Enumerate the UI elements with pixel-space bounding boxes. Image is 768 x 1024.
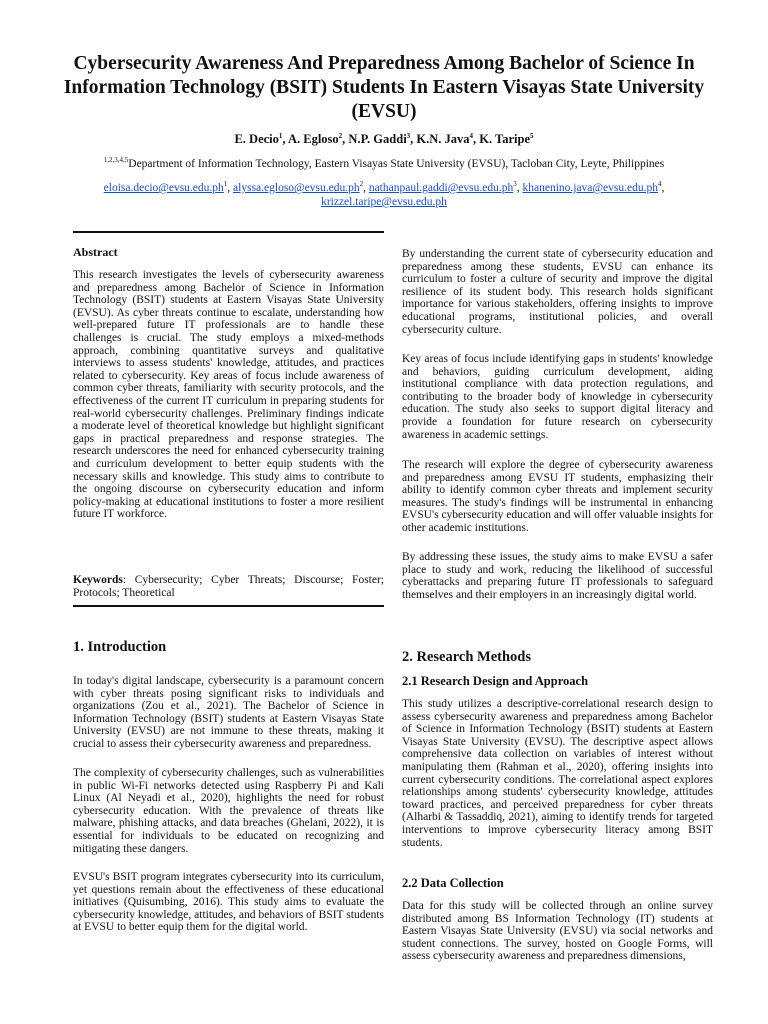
email-sup: 2	[359, 180, 364, 189]
paper-title: Cybersecurity Awareness And Preparedness Among Bachelor of Science In Information Technology (BSIT) Students In Eastern Visayas State University (EVSU)	[63, 53, 705, 122]
email-link[interactable]: alyssa.egloso@evsu.edu.ph	[233, 182, 360, 194]
author-sup: 1	[278, 131, 283, 140]
keywords	[73, 574, 384, 599]
subsection-heading-design: 2.1 Research Design and Approach	[402, 674, 589, 688]
author-name: N.P. Gaddi	[348, 132, 407, 146]
keywords-text: : Cybersecurity; Cyber Threats; Discourse; Foster; Protocols; Theoretical	[73, 574, 384, 599]
affiliation-text: Department of Information Technology, Eastern Visayas State University (EVSU), Tacloban City, Leyte, Philippines	[128, 158, 665, 170]
email-link[interactable]: eloisa.decio@evsu.edu.ph	[103, 182, 224, 194]
subsection-heading-data-collection: 2.2 Data Collection	[402, 876, 504, 890]
abstract-top-rule	[73, 231, 384, 233]
email-link[interactable]: krizzel.taripe@evsu.edu.ph	[321, 196, 447, 208]
section-heading-introduction: 1. Introduction	[73, 639, 167, 655]
author-name: A. Egloso	[287, 132, 339, 146]
intro-continued-paragraph: By understanding the current state of cybersecurity education and preparedness among these students, EVSU can enhance its curriculum to foster a culture of security and improve the digital resilience of its student body. This research holds significant importance for various stakeholders, offering insights to improve educational programs, institutional policies, and overall cybersecurity culture.	[402, 248, 713, 336]
author-sup: 2	[338, 131, 343, 140]
author-sup: 4	[469, 131, 474, 140]
data-collection-paragraph: Data for this study will be collected through an online survey distributed among BS Information Technology (IT) students at Eastern Visayas State University (EVSU) via social networks and student connections. The survey, hosted on Google Forms, will assess cybersecurity awareness and preparedness dimensions,	[402, 900, 713, 963]
author-sup: 5	[530, 131, 534, 140]
email-sup: 4	[657, 180, 662, 189]
abstract-text: This research investigates the levels of cybersecurity awareness and preparedness among Bachelor of Science in Information Technology (BSIT) students at Eastern Visayas State University (EVSU). As cyber threats continue to escalate, understanding how well-prepared future IT professionals are to handle these challenges is crucial. The study employs a mixed-methods approach, combining quantitative surveys and qualitative interviews to assess students' knowledge, attitudes, and practices related to cybersecurity. Key areas of focus include awareness of common cyber threats, familiarity with security protocols, and the effectiveness of the current IT curriculum in preparing students for real-world cybersecurity challenges. Preliminary findings indicate a moderate level of theoretical knowledge but highlight significant gaps in practical preparedness and response strategies. The research underscores the need for enhanced cybersecurity training and curriculum development to better equip students with the necessary skills and knowledge. This study aims to contribute to the ongoing discourse on cybersecurity education and inform policy-making at educational institutions to foster a more resilient future IT workforce.	[73, 269, 384, 521]
email-sup: 1	[223, 180, 228, 189]
author-name: K. Taripe	[479, 132, 531, 146]
author-sup: 3	[406, 131, 411, 140]
abstract-bottom-rule	[73, 605, 384, 607]
email-link[interactable]: khanenino.java@evsu.edu.ph	[522, 182, 658, 194]
intro-paragraph: In today's digital landscape, cybersecurity is a paramount concern with cyber threats posing significant risks to individuals and organizations (Zou et al., 2021). The Bachelor of Science in Information Technology (BSIT) students at Eastern Visayas State University (EVSU) are not immune to these threats, making it crucial to assess their cybersecurity awareness and preparedness.	[73, 675, 384, 750]
section-heading-research-methods: 2. Research Methods	[402, 649, 532, 665]
intro-continued-paragraph: By addressing these issues, the study aims to make EVSU a safer place to study and work, reducing the likelihood of successful cyberattacks and preparing future IT professionals to safeguard themselves and their employers in an increasingly digital world.	[402, 551, 713, 601]
keywords-label: Keywords	[73, 574, 123, 586]
intro-continued-paragraph: Key areas of focus include identifying gaps in students' knowledge and behaviors, guiding curriculum development, aiding institutional compliance with data protection regulations, and contributing to the broader body of knowledge in cybersecurity education. The study also seeks to support digital literacy and provide a foundation for future research on cybersecurity awareness in academic settings.	[402, 353, 713, 441]
author-name: K.N. Java	[416, 132, 470, 146]
affiliation-sup: 1,2,3,4,5	[103, 156, 129, 165]
abstract-heading: Abstract	[73, 245, 118, 259]
design-paragraph: This study utilizes a descriptive-correlational research design to assess cybersecurity awareness and preparedness among Bachelor of Science in Information Technology (BSIT) students at Eastern Visayas State University (EVSU). The descriptive aspect allows comprehensive data collection on variables of interest without manipulating them (Rahman et al., 2020), offering insights into current cybersecurity conditions. The correlational aspect explores relationships among students' cybersecurity knowledge, attitudes toward practices, and perceived preparedness for cyber threats (Alharbi & Tassaddiq, 2021), aiming to identify trends for targeted interventions to improve cybersecurity literacy among BSIT students.	[402, 698, 713, 849]
email-link[interactable]: nathanpaul.gaddi@evsu.edu.ph	[368, 182, 514, 194]
email-list: $eloisa.decio@evsu.edu.ph^1$, $alyssa.egloso@evsu.edu.ph^2$, $nathanpaul.gaddi@evsu.edu.ph^3$, $khanenino.java@evsu.edu.ph^4$, krizzel.taripe@evsu.edu.ph	[103, 180, 665, 208]
email-sup: 3	[513, 180, 517, 189]
author-list: E. Decio$^1$, A. Egloso$^2$, N.P. Gaddi$^3$, K.N. Java$^4$, K. Taripe$^5$	[234, 131, 534, 146]
affiliation	[60, 158, 708, 170]
intro-continued-paragraph: The research will explore the degree of cybersecurity awareness and preparedness among EVSU IT students, emphasizing their ability to identify common cyber threats and implement security measures. The study's findings will be instrumental in enhancing EVSU's cybersecurity education and will offer valuable insights for other academic institutions.	[402, 459, 713, 534]
author-name: E. Decio	[234, 132, 279, 146]
intro-paragraph: EVSU's BSIT program integrates cybersecurity into its curriculum, yet questions remain about the effectiveness of these educational initiatives (Quisumbing, 2016). This study aims to evaluate the cybersecurity knowledge, attitudes, and behaviors of BSIT students at EVSU to better equip them for the digital world.	[73, 871, 384, 934]
intro-paragraph: The complexity of cybersecurity challenges, such as vulnerabilities in public Wi-Fi networks detected using Raspberry Pi and Kali Linux (Al Neyadi et al., 2020), highlights the need for robust cybersecurity education. With the prevalence of threats like malware, phishing attacks, and data breaches (Ghelani, 2022), it is essential for individuals to be educated on recognizing and mitigating these dangers.	[73, 767, 384, 855]
